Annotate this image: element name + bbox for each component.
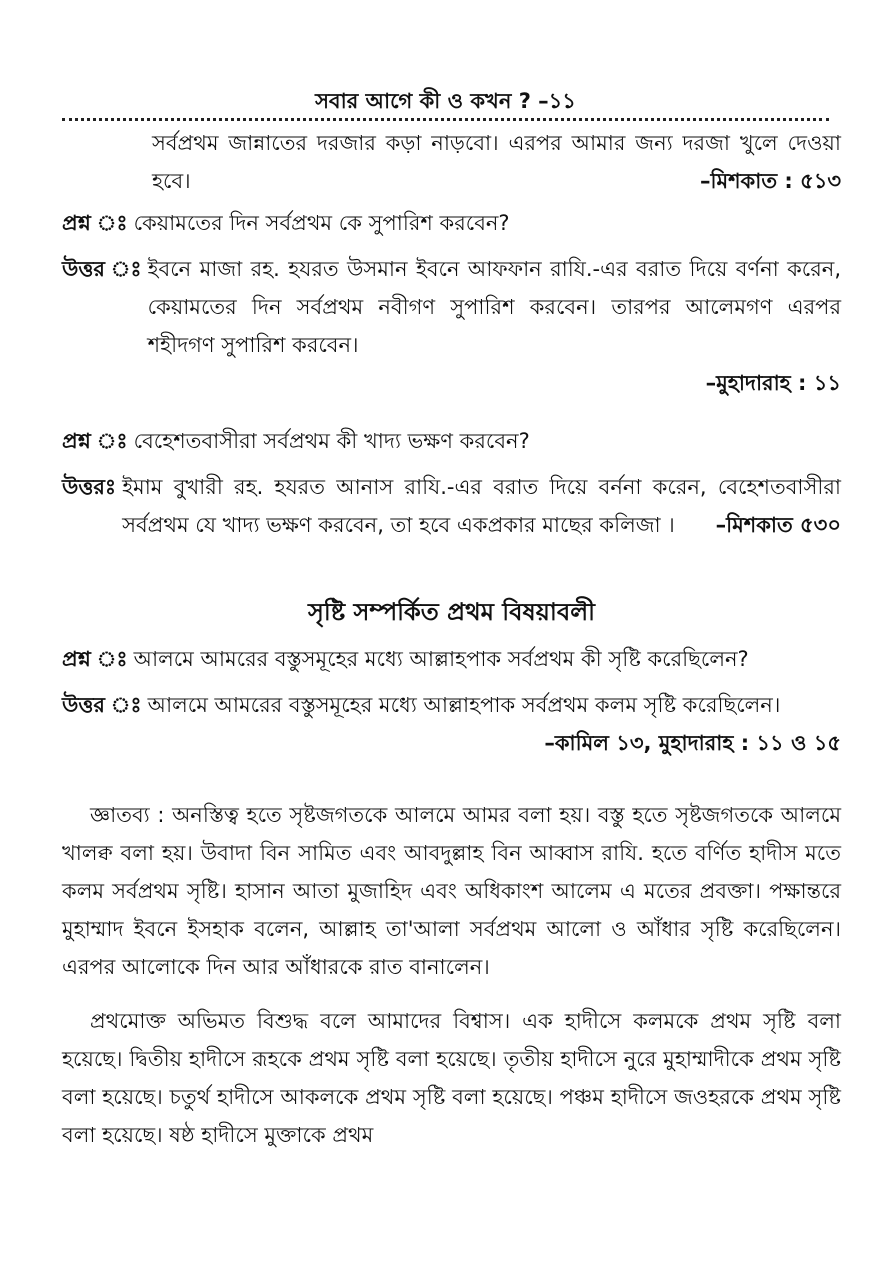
section-title: সৃষ্টি সম্পর্কিত প্রথম বিষয়াবলী — [308, 598, 595, 626]
running-header: সবার আগে কী ও কখন ? –১১ — [62, 84, 829, 121]
answer-2 — [62, 468, 841, 544]
continuation-ref: –মিশকাত : ৫১৩ — [699, 169, 841, 193]
note-block — [62, 796, 841, 1154]
question-label: প্রশ্ন ঃ — [62, 211, 128, 235]
body-paragraph: প্রথমোক্ত অভিমত বিশুদ্ধ বলে আমাদের বিশ্বাস। এক হাদীসে কলমকে প্রথম সৃষ্টি বলা হয়েছে। দ্বিতীয় হাদীসে রূহকে প্রথম সৃষ্টি বলা হয়েছে। তৃতীয় হাদীসে নুরে মুহাম্মাদীকে প্রথম সৃষ্টি বলা হয়েছে। চতুর্থ হাদীসে আকলকে প্রথম সৃষ্টি বলা হয়েছে। পঞ্চম হাদীসে জওহরকে প্রথম সৃষ্টি বলা হয়েছে। ষষ্ঠ হাদীসে মুক্তাকে প্রথম — [62, 1009, 841, 1147]
answer-ref: –মুহাদারাহ : ১১ — [705, 371, 841, 395]
answer-label: উত্তরঃ — [62, 475, 117, 499]
answer-text — [148, 686, 841, 762]
question-1 — [62, 204, 841, 242]
question-text: আলমে আমরের বস্তুসমূহের মধ্যে আল্লাহপাক সর্বপ্রথম কী সৃষ্টি করেছিলেন? — [133, 647, 749, 671]
answer-1 — [62, 250, 841, 364]
section-question — [62, 640, 841, 678]
answer-body: আলমে আমরের বস্তুসমূহের মধ্যে আল্লাহপাক সর্বপ্রথম কলম সৃষ্টি করেছিলেন। — [147, 693, 781, 717]
question-label: প্রশ্ন ঃ — [62, 429, 128, 453]
answer-ref: –কামিল ১৩, মুহাদারাহ : ১১ ও ১৫ — [544, 731, 841, 755]
continuation-text: সর্বপ্রথম জান্নাতের দরজার কড়া নাড়বো। এরপর আমার জন্য দরজা খুলে দেওয়া হবে। — [152, 131, 841, 193]
qa-block-1 — [62, 204, 841, 402]
answer-ref: –মিশকাত ৫৩০ — [715, 513, 841, 537]
section-answer — [62, 686, 841, 762]
question-2 — [62, 422, 841, 460]
section-qa-block — [62, 640, 841, 762]
answer-text — [122, 468, 841, 544]
question-label: প্রশ্ন ঃ — [62, 647, 128, 671]
answer-label: উত্তর ঃ — [62, 693, 142, 717]
question-text: বেহেশতবাসীরা সর্বপ্রথম কী খাদ্য ভক্ষণ করবেন? — [133, 429, 530, 453]
qa-block-2 — [62, 422, 841, 544]
note-paragraph: জ্ঞাতব্য : অনস্তিত্ব হতে সৃষ্টজগতকে আলমে আমর বলা হয়। বস্তু হতে সৃষ্টজগতকে আলমে খালক্ব বলা হয়। উবাদা বিন সামিত এবং আবদুল্লাহ বিন আব্বাস রাযি. হতে বর্ণিত হাদীস মতে কলম সর্বপ্রথম সৃষ্টি। হাসান আতা মুজাহিদ এবং অধিকাংশ আলেম এ মতের প্রবক্তা। পক্ষান্তরে মুহাম্মাদ ইবনে ইসহাক বলেন, আল্লাহ তা'আলা সর্বপ্রথম আলো ও আঁধার সৃষ্টি করেছিলেন। এরপর আলোকে দিন আর আঁধারকে রাত বানালেন। — [62, 803, 841, 979]
answer-text: ইবনে মাজা রহ. হযরত উসমান ইবনে আফফান রাযি.-এর বরাত দিয়ে বর্ণনা করেন, কেয়ামতের দিন সর্বপ্রথম নবীগণ সুপারিশ করবেন। তারপর আলেমগণ এরপর শহীদগণ সুপারিশ করবেন। — [147, 257, 841, 357]
answer-body: ইমাম বুখারী রহ. হযরত আনাস রাযি.-এর বরাত দিয়ে বর্ননা করেন, বেহেশতবাসীরা সর্বপ্রথম যে খাদ্য ভক্ষণ করবেন, তা হবে একপ্রকার মাছের কলিজা । — [122, 475, 841, 537]
answer-label: উত্তর ঃ — [62, 257, 142, 281]
continuation-block — [62, 124, 841, 200]
question-text: কেয়ামতের দিন সর্বপ্রথম কে সুপারিশ করবেন? — [133, 211, 510, 235]
